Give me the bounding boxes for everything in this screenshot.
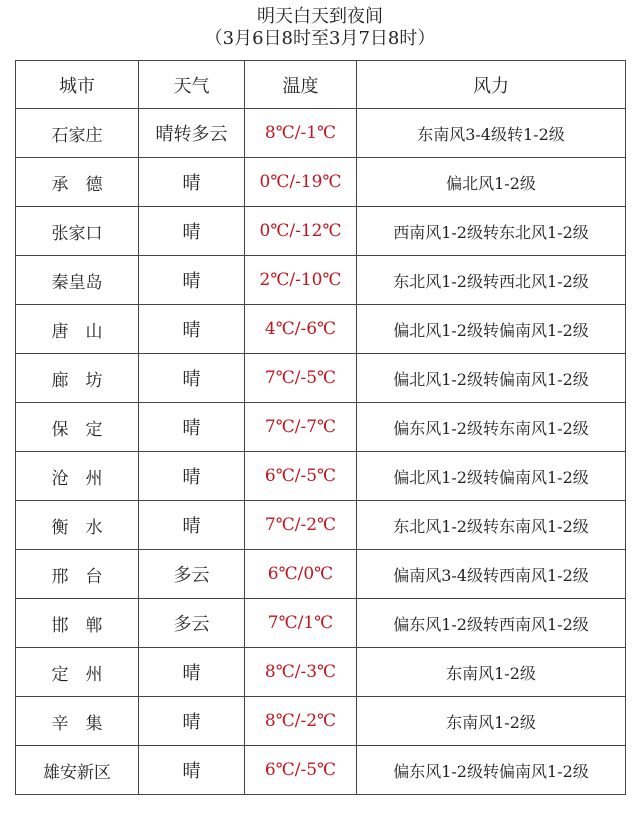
table-header-row — [16, 61, 626, 109]
forecast-table — [15, 60, 626, 795]
table-row — [16, 697, 626, 746]
table-row — [16, 648, 626, 697]
temperature-cell: 0℃/-19℃ — [245, 158, 357, 207]
weather-cell: 晴 — [139, 305, 245, 354]
wind-cell: 东北风1-2级转东南风1-2级 — [357, 501, 626, 550]
temperature-cell: 8℃/-1℃ — [245, 109, 357, 158]
weather-cell: 多云 — [139, 599, 245, 648]
city-cell: 张家口 — [16, 207, 139, 256]
city-cell: 廊 坊 — [16, 354, 139, 403]
wind-cell: 偏北风1-2级转偏南风1-2级 — [357, 354, 626, 403]
weather-cell: 晴 — [139, 158, 245, 207]
temperature-cell: 6℃/-5℃ — [245, 452, 357, 501]
weather-cell: 晴转多云 — [139, 109, 245, 158]
city-cell: 雄安新区 — [16, 746, 139, 795]
city-cell: 石家庄 — [16, 109, 139, 158]
weather-cell: 晴 — [139, 746, 245, 795]
weather-cell: 晴 — [139, 256, 245, 305]
wind-cell: 偏北风1-2级转偏南风1-2级 — [357, 305, 626, 354]
temperature-cell: 8℃/-3℃ — [245, 648, 357, 697]
wind-cell: 偏东风1-2级转西南风1-2级 — [357, 599, 626, 648]
city-cell: 沧 州 — [16, 452, 139, 501]
city-cell: 保 定 — [16, 403, 139, 452]
table-row — [16, 452, 626, 501]
table-row — [16, 256, 626, 305]
weather-cell: 晴 — [139, 648, 245, 697]
table-row — [16, 501, 626, 550]
city-cell: 唐 山 — [16, 305, 139, 354]
table-row — [16, 207, 626, 256]
header-city: 城市 — [16, 61, 139, 109]
wind-cell: 偏南风3-4级转西南风1-2级 — [357, 550, 626, 599]
wind-cell: 偏北风1-2级转偏南风1-2级 — [357, 452, 626, 501]
wind-cell: 东南风3-4级转1-2级 — [357, 109, 626, 158]
weather-cell: 多云 — [139, 550, 245, 599]
header-wind: 风力 — [357, 61, 626, 109]
temperature-cell: 7℃/1℃ — [245, 599, 357, 648]
page-subtitle: （3月6日8时至3月7日8时） — [204, 28, 436, 49]
temperature-cell: 8℃/-2℃ — [245, 697, 357, 746]
table-row — [16, 354, 626, 403]
city-cell: 辛 集 — [16, 697, 139, 746]
city-cell: 邢 台 — [16, 550, 139, 599]
wind-cell: 东南风1-2级 — [357, 697, 626, 746]
weather-cell: 晴 — [139, 403, 245, 452]
table-row — [16, 109, 626, 158]
weather-cell: 晴 — [139, 452, 245, 501]
weather-cell: 晴 — [139, 501, 245, 550]
table-row — [16, 550, 626, 599]
city-cell: 邯 郸 — [16, 599, 139, 648]
temperature-cell: 2℃/-10℃ — [245, 256, 357, 305]
temperature-cell: 6℃/0℃ — [245, 550, 357, 599]
weather-cell: 晴 — [139, 207, 245, 256]
city-cell: 秦皇岛 — [16, 256, 139, 305]
city-cell: 定 州 — [16, 648, 139, 697]
header-temperature: 温度 — [245, 61, 357, 109]
wind-cell: 东北风1-2级转西北风1-2级 — [357, 256, 626, 305]
city-cell: 承 德 — [16, 158, 139, 207]
temperature-cell: 0℃/-12℃ — [245, 207, 357, 256]
table-row — [16, 599, 626, 648]
table-row — [16, 158, 626, 207]
temperature-cell: 6℃/-5℃ — [245, 746, 357, 795]
table-row — [16, 403, 626, 452]
wind-cell: 东南风1-2级 — [357, 648, 626, 697]
wind-cell: 西南风1-2级转东北风1-2级 — [357, 207, 626, 256]
table-row — [16, 305, 626, 354]
wind-cell: 偏东风1-2级转偏南风1-2级 — [357, 746, 626, 795]
wind-cell: 偏东风1-2级转东南风1-2级 — [357, 403, 626, 452]
page-title: 明天白天到夜间 — [257, 6, 383, 27]
forecast-table-body — [16, 109, 626, 795]
temperature-cell: 7℃/-2℃ — [245, 501, 357, 550]
wind-cell: 偏北风1-2级 — [357, 158, 626, 207]
weather-cell: 晴 — [139, 697, 245, 746]
table-row — [16, 746, 626, 795]
temperature-cell: 4℃/-6℃ — [245, 305, 357, 354]
weather-cell: 晴 — [139, 354, 245, 403]
temperature-cell: 7℃/-5℃ — [245, 354, 357, 403]
city-cell: 衡 水 — [16, 501, 139, 550]
temperature-cell: 7℃/-7℃ — [245, 403, 357, 452]
header-weather: 天气 — [139, 61, 245, 109]
